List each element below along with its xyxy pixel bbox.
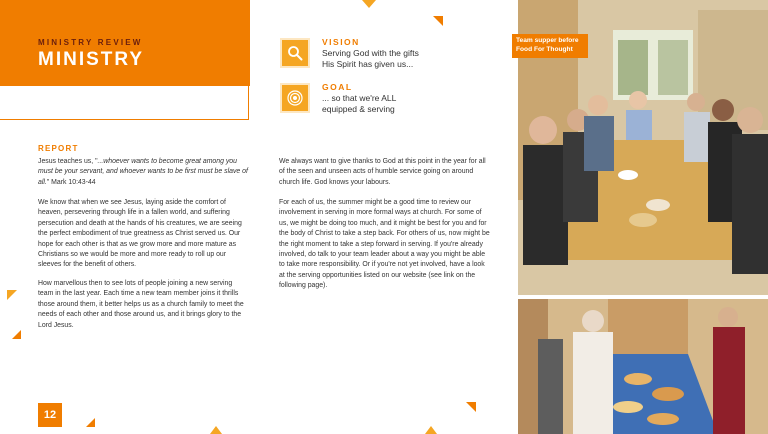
- decor-triangle: [425, 426, 437, 434]
- report-paragraph: How marvellous then to see lots of people joining a new serving team in the last year. Each time a new team member joins it thrills those around them, it better helps us as a church family to meet the needs of each other and those around us, and it brings glory to the Lord Jesus.: [38, 280, 244, 329]
- decor-triangle: [362, 0, 376, 8]
- quote-reference: " Mark 10:43-44: [46, 178, 96, 186]
- vision-text-line1: Serving God with the gifts: [322, 48, 419, 58]
- target-icon: [280, 83, 310, 113]
- report-paragraph: We know that when we see Jesus, laying aside the comfort of heaven, persevering through life in a fallen world, and suffering persecution and death at the hands of his creatures, we are seeing the perfect embodiment of true greatness as Christ served us. Our hope for each other is that as we grow more and more mature as Christians so we would be more and more ready to roll up our sleeves for the benefit of others.: [38, 199, 242, 269]
- quote-text: ...whoever wants to become great among you must be your servant, and whoever wants to be first must be slave of all.: [38, 158, 248, 186]
- quote-intro: Jesus teaches us, ": [38, 158, 98, 165]
- header-outline: [0, 86, 249, 120]
- page-number: 12: [38, 403, 62, 427]
- photo-caption: Team supper before Food For Thought: [512, 34, 588, 58]
- decor-triangle: [433, 16, 443, 26]
- decor-triangle: [210, 426, 222, 434]
- section-kicker: MINISTRY REVIEW: [38, 38, 143, 47]
- goal-label: GOAL: [322, 82, 353, 92]
- magnifier-icon: [280, 38, 310, 68]
- page-title: MINISTRY: [38, 49, 145, 70]
- report-paragraph: We always want to give thanks to God at this point in the year for all of the seen and unseen acts of humble service going on around church life. God knows your labours.: [279, 158, 486, 186]
- vision-text-line2: His Spirit has given us...: [322, 59, 414, 69]
- decor-triangle: [7, 290, 17, 300]
- report-paragraph: For each of us, the summer might be a good time to review our involvement in serving in more formal ways at church. For some of us, we might be doing too much, and it might be best for you and for the body of Christ to take a step back. For others of us, now might be the right moment to take a step forward in serving. If you're already involved, do talk to your team leader about a way you might be able to take more responsibility. Or if you're not yet involved, have a look at the serving opportunities listed on our website (see link on the following page).: [279, 199, 490, 290]
- decor-triangle: [86, 418, 95, 427]
- report-heading: REPORT: [38, 144, 79, 153]
- goal-text-line2: equipped & serving: [322, 104, 395, 114]
- food-table-photo: [518, 299, 768, 434]
- decor-triangle: [12, 330, 21, 339]
- decor-triangle: [466, 402, 476, 412]
- vision-label: VISION: [322, 37, 360, 47]
- goal-text-line1: ... so that we're ALL: [322, 93, 397, 103]
- report-quote-paragraph: [38, 157, 248, 188]
